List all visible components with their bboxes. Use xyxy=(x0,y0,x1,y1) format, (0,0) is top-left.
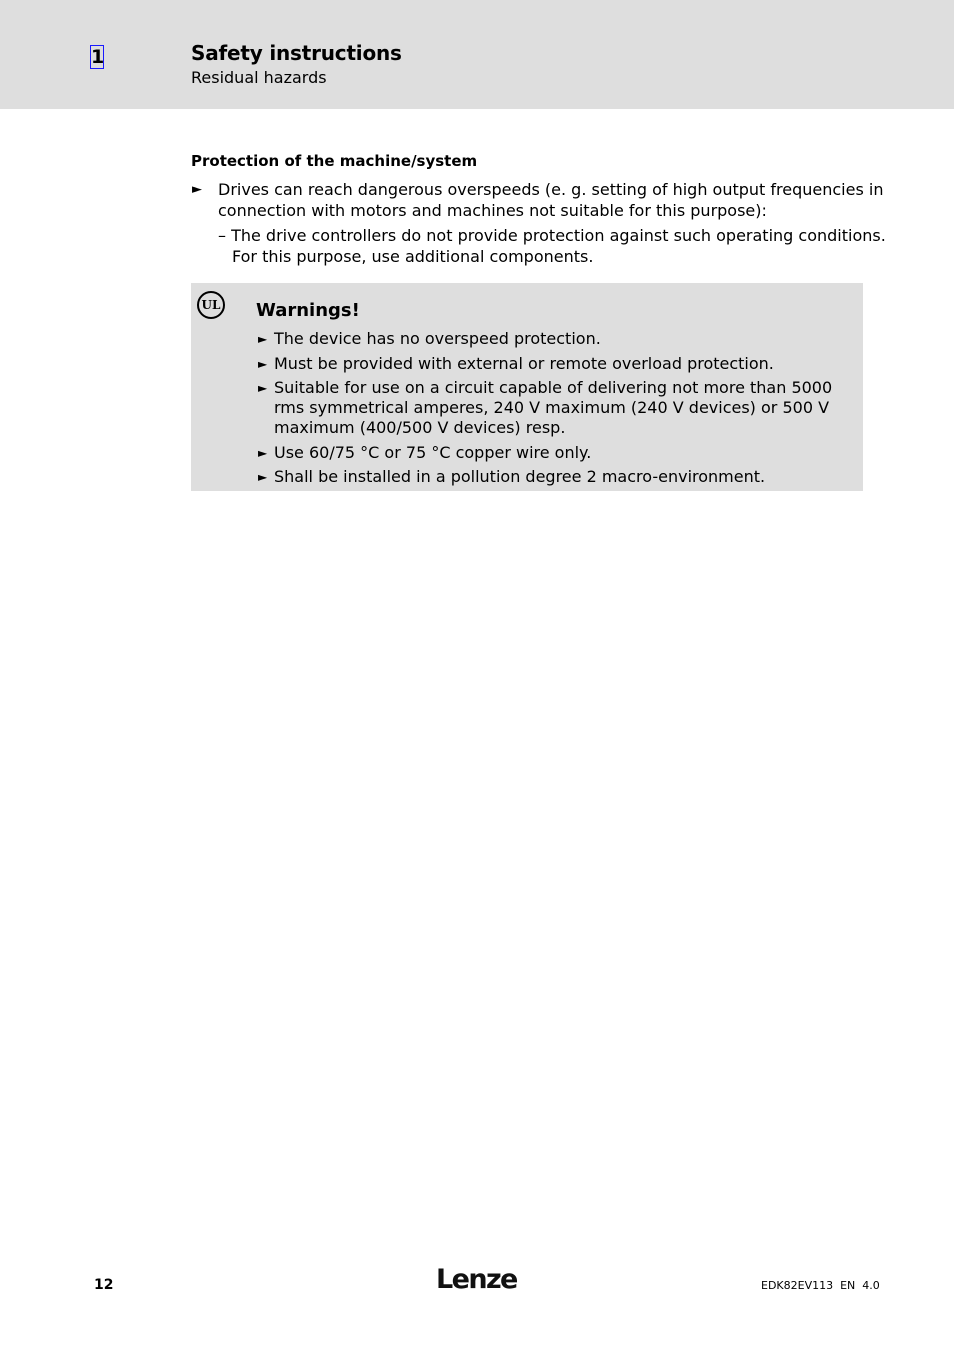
page-subtitle: Residual hazards xyxy=(191,68,327,87)
warning-item: Must be provided with external or remote overload protection. xyxy=(274,354,774,373)
bullet-text-line: Drives can reach dangerous overspeeds (e. g. setting of high output frequencies in xyxy=(218,180,884,199)
bullet-arrow-icon: ► xyxy=(192,182,202,197)
lenze-logo: Lenze xyxy=(436,1264,517,1295)
warning-item: Suitable for use on a circuit capable of delivering not more than 5000 rms symmetrical amperes, 240 V maximum (240 V devices) or 500 V maximum (400/500 V devices) resp. xyxy=(274,378,833,437)
sub-bullet-text-line: For this purpose, use additional components. xyxy=(232,247,594,266)
chapter-number[interactable]: 1 xyxy=(91,46,105,68)
bullet-arrow-icon: ► xyxy=(258,446,268,460)
page-number: 12 xyxy=(94,1277,114,1293)
warning-item: The device has no overspeed protection. xyxy=(274,329,601,348)
bullet-arrow-icon: ► xyxy=(258,332,268,346)
page-title: Safety instructions xyxy=(191,41,402,65)
warning-item: Shall be installed in a pollution degree 2 macro-environment. xyxy=(274,467,766,486)
bullet-arrow-icon: ► xyxy=(258,357,268,371)
document-reference: EDK82EV113 EN 4.0 xyxy=(761,1279,880,1292)
bullet-text-line: connection with motors and machines not suitable for this purpose): xyxy=(218,201,767,220)
section-heading: Protection of the machine/system xyxy=(191,152,478,170)
warning-box xyxy=(191,283,863,491)
bullet-arrow-icon: ► xyxy=(258,381,268,395)
warning-item: Use 60/75 °C or 75 °C copper wire only. xyxy=(274,443,592,462)
sub-bullet-text-line: – The drive controllers do not provide protection against such operating conditions. xyxy=(218,226,886,245)
warning-title: Warnings! xyxy=(256,300,360,321)
header-band xyxy=(0,0,954,109)
ul-certification-icon: UL xyxy=(197,291,225,319)
bullet-arrow-icon: ► xyxy=(258,470,268,484)
